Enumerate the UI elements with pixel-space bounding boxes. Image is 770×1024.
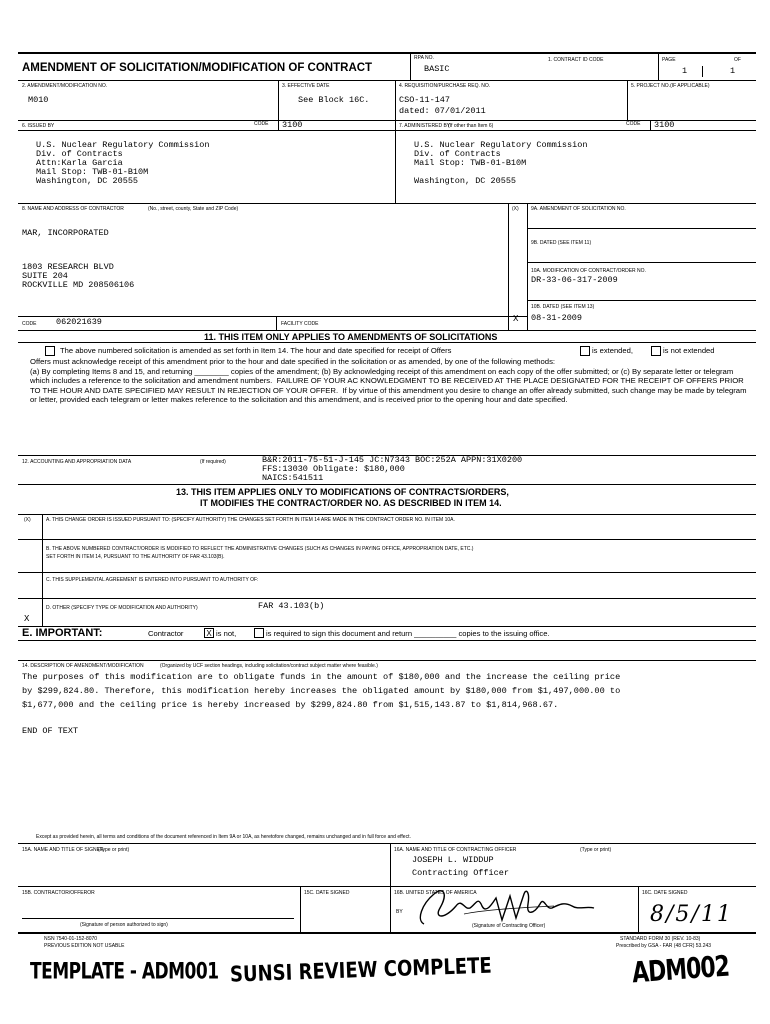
issued-by-label: 6. ISSUED BY xyxy=(22,123,55,129)
label-15a: 15A. NAME AND TITLE OF SIGNER xyxy=(22,847,104,853)
sec13-b2: SET FORTH IN ITEM 14, PURSUANT TO THE AUTHORITY OF FAR 43.103(B). xyxy=(46,554,225,560)
contract-id-label: 1. CONTRACT ID CODE xyxy=(548,57,604,63)
requisition-label: 4. REQUISITION/PURCHASE REQ. NO. xyxy=(399,83,491,89)
administered-note: (If other than Item 6) xyxy=(448,123,494,129)
x-column-label: (X) xyxy=(512,206,519,212)
label-16a: 16A. NAME AND TITLE OF CONTRACTING OFFICER xyxy=(394,847,517,853)
accounting-required: (If required) xyxy=(200,459,226,465)
signature-officer-note: (Signature of Contracting Officer) xyxy=(472,923,546,929)
is-not-checkbox[interactable]: X xyxy=(204,628,214,638)
end-of-text: END OF TEXT xyxy=(22,726,79,736)
sec13-d-value: FAR 43.103(b) xyxy=(258,601,325,611)
amendment-value: M010 xyxy=(28,95,49,105)
accounting-data: B&R:2011-75-51-J-145 JC:N7343 BOC:252A APPN:31X0200 FFS:13030 Obligate: $180,000 NAICS:541511 xyxy=(262,455,523,483)
administered-label: 7. ADMINISTERED BY xyxy=(399,123,451,129)
mod-contract-label: 10A. MODIFICATION OF CONTRACT/ORDER NO. xyxy=(531,268,646,274)
rpa-label: RPA NO. xyxy=(414,55,434,61)
standard-form: STANDARD FORM 30 (REV. 10-83) xyxy=(620,936,701,942)
except-text: Except as provided herein, all terms and conditions of the document referenced in Item 9A or 10A, as heretofore changed, remains unchanged and in full force and effect. xyxy=(36,834,411,840)
sec13-c: C. THIS SUPPLEMENTAL AGREEMENT IS ENTERED INTO PURSUANT TO AUTHORITY OF: xyxy=(46,577,259,583)
label-15c: 15C. DATE SIGNED xyxy=(304,890,350,896)
contractor-address: MAR, INCORPORATED 1803 RESEARCH BLVD SUITE 204 ROCKVILLE MD 208506106 xyxy=(22,228,135,290)
nsn: NSN 7540-01-152-8070 xyxy=(44,936,98,942)
sec13-b: B. THE ABOVE NUMBERED CONTRACT/ORDER IS MODIFIED TO REFLECT THE ADMINISTRATIVE CHANGES (SUCH AS CHANGES IN PAYING OFFICE, APPROPRIATION DATE, ETC.) xyxy=(46,546,474,552)
project-label: 5. PROJECT NO.(IF APPLICABLE) xyxy=(631,83,710,89)
sec13-d: D. OTHER (SPECIFY TYPE OF MODIFICATION AND AUTHORITY) xyxy=(46,605,198,611)
section13-title1: 13. THIS ITEM APPLIES ONLY TO MODIFICATIONS OF CONTRACTS/ORDERS, xyxy=(176,487,509,497)
contractor-code: 062021639 xyxy=(56,317,102,327)
sol-checkbox[interactable] xyxy=(45,346,55,356)
admin-code: 3100 xyxy=(654,120,675,130)
description-line1: The purposes of this modification are to obligate funds in the amount of $180,000 and the increase the ceiling price xyxy=(22,672,621,682)
administered-address: U.S. Nuclear Regulatory Commission Div. of Contracts Mail Stop: TWB-01-B10M Washington, DC 20555 xyxy=(414,140,588,186)
signature-person-note: (Signature of person authorized to sign) xyxy=(80,922,168,928)
rpa-value: BASIC xyxy=(424,64,450,74)
is-extended-label: is extended, xyxy=(592,346,633,355)
facility-code-label: FACILITY CODE xyxy=(281,321,319,327)
sec13-d-mark: X xyxy=(24,614,30,624)
label-15a-note: (Type or print) xyxy=(98,847,130,853)
contractor-code-label: CODE xyxy=(22,321,37,327)
issued-code-label: CODE xyxy=(254,121,269,127)
dated-10b-value: 08-31-2009 xyxy=(531,313,583,323)
officer-signature xyxy=(404,884,604,930)
important-is-not: is not, xyxy=(216,629,237,638)
requisition-date: dated: 07/01/2011 xyxy=(399,106,486,116)
form-title: AMENDMENT OF SOLICITATION/MODIFICATION OF CONTRACT xyxy=(22,62,373,74)
of-value: 1 xyxy=(730,66,736,76)
label-16c: 16C. DATE SIGNED xyxy=(642,890,688,896)
is-not-extended-checkbox[interactable] xyxy=(651,346,661,356)
sunsi-stamp: SUNSI REVIEW COMPLETE xyxy=(229,953,493,988)
description-label: 14. DESCRIPTION OF AMENDMENT/MODIFICATION xyxy=(22,663,144,669)
is-extended-checkbox[interactable] xyxy=(580,346,590,356)
contractor-note: (No., street, county, State and ZIP Code) xyxy=(148,206,239,212)
admin-code-label: CODE xyxy=(626,121,641,127)
amendment-label: 2. AMENDMENT/MODIFICATION NO. xyxy=(22,83,108,89)
description-line2: by $299,824.80. Therefore, this modification hereby increases the obligated amount by $180,000 from $1,497,000.00 to xyxy=(22,686,621,696)
description-note: (Organized by UCF section headings, including solicitation/contract subject matter where feasible.) xyxy=(160,663,378,669)
officer-name: JOSEPH L. WIDDUP xyxy=(412,855,494,865)
dated-10b-label: 10B. DATED (SEE ITEM 13) xyxy=(531,304,595,310)
section13-title2: IT MODIFIES THE CONTRACT/ORDER NO. AS DESCRIBED IN ITEM 14. xyxy=(200,498,502,508)
label-16a-note: (Type or print) xyxy=(580,847,612,853)
description-line3: $1,677,000 and the ceiling price is hereby increased by $299,824.80 from $1,515,143.87 to $1,814,968.67. xyxy=(22,700,559,710)
adm-stamp: ADM002 xyxy=(630,950,731,991)
prescribed-by: Prescribed by GSA - FAR (48 CFR) 53.243 xyxy=(616,943,712,949)
of-label: OF xyxy=(734,57,741,63)
requisition-value: CSO-11-147 xyxy=(399,95,451,105)
sec13-x-label: (X) xyxy=(24,517,31,523)
page-value: 1 xyxy=(682,66,688,76)
accounting-label: 12. ACCOUNTING AND APPROPRIATION DATA xyxy=(22,459,132,465)
amendment-solicitation-label: 9A. AMENDMENT OF SOLICITATION NO. xyxy=(531,206,626,212)
sec13-a: A. THIS CHANGE ORDER IS ISSUED PURSUANT TO: (SPECIFY AUTHORITY) THE CHANGES SET FORTH IN ITEM 14 ARE MADE IN THE CONTRACT ORDER NO. IN ITEM 10A. xyxy=(46,517,455,523)
contractor-label: 8. NAME AND ADDRESS OF CONTRACTOR xyxy=(22,206,124,212)
dated-9b-label: 9B. DATED (SEE ITEM 11) xyxy=(531,240,592,246)
important-is-required: is required to sign this document and return __________ copies to the issuing office. xyxy=(266,629,550,638)
important-contractor: Contractor xyxy=(148,629,184,638)
mod-contract-value: DR-33-06-317-2009 xyxy=(531,275,618,285)
section11-body: Offers must acknowledge receipt of this amendment prior to the hour and date specified in the solicitation or as amended, by one of the following methods: (a) By completing Items 8 and 15, and returning ________ copies of the amendment; (b) By acknowledging receipt of this amendment on each copy of the offer submitted; or (c) By separate letter or telegram which includes a reference to the solicitation and amendment numbers. FAILURE OF YOUR AC KNOWLEDGMENT TO BE RECEIVED AT THE PLACE DESIGNATED FOR THE RECEIPT OF OFFERS PRIOR TO THE HOUR AND DATE SPECIFIED MAY RESULT IN REJECTION OF YOUR OFFER. If by virtue of this amendment you desire to change an offer already submitted, such change may be made by telegram or letter, provided each telegram or letter makes reference to the solicitation and this amendment, and is received prior to the opening hour and date specified. xyxy=(30,357,747,405)
by-label: BY xyxy=(396,909,403,915)
effective-value: See Block 16C. xyxy=(298,95,370,105)
officer-title: Contracting Officer xyxy=(412,868,509,878)
label-16b: 16B. UNITED STATES OF AMERICA xyxy=(394,890,477,896)
label-15b: 15B. CONTRACTOR/OFFEROR xyxy=(22,890,95,896)
section11-line1: The above numbered solicitation is amended as set forth in Item 14. The hour and date specified for receipt of Offers xyxy=(60,346,452,355)
page-label: PAGE xyxy=(662,57,676,63)
section11-title: 11. THIS ITEM ONLY APPLIES TO AMENDMENTS OF SOLICITATIONS xyxy=(204,332,498,342)
is-not-extended-label: is not extended xyxy=(663,346,715,355)
effective-label: 3. EFFECTIVE DATE xyxy=(282,83,330,89)
item10-check: X xyxy=(513,314,519,324)
issued-by-address: U.S. Nuclear Regulatory Commission Div. of Contracts Attn:Karla Garcia Mail Stop: TWB-01-B10M Washington, DC 20555 xyxy=(36,140,210,186)
issued-code: 3100 xyxy=(282,120,303,130)
important-title: E. IMPORTANT: xyxy=(22,627,103,639)
template-stamp: TEMPLATE - ADM001 xyxy=(30,959,219,985)
date-signed: 8/5/11 xyxy=(650,902,733,927)
previous-edition: PREVIOUS EDITION NOT USABLE xyxy=(44,943,125,949)
is-required-checkbox[interactable] xyxy=(254,628,264,638)
